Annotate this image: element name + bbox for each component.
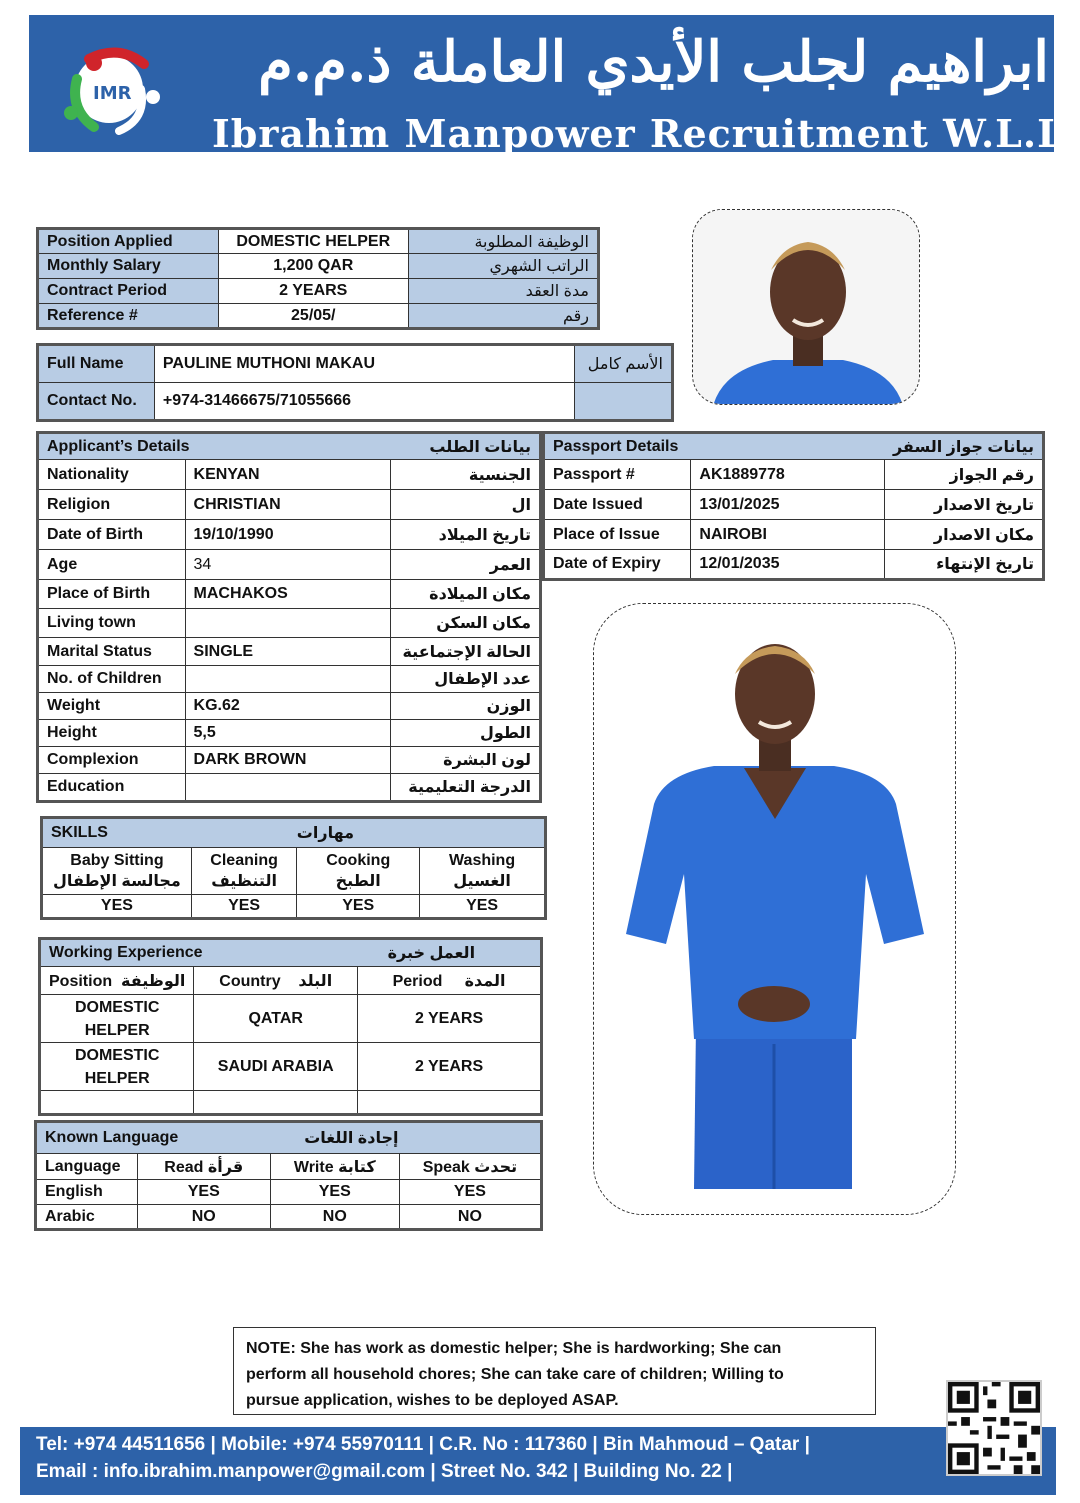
- note-line: NOTE: She has work as domestic helper; She is hardworking; She can: [246, 1340, 782, 1357]
- col-position-ar: الوظيفة: [121, 972, 186, 990]
- experience-heading-ar: العمل خبرة: [358, 939, 542, 967]
- experience-position: HELPER: [84, 1021, 150, 1039]
- detail-label-ar: مكان الميلادة: [391, 580, 541, 609]
- passport-label: Passport #: [544, 460, 691, 490]
- skill-name: Cooking: [326, 852, 391, 869]
- experience-period: 2 YEARS: [358, 1043, 542, 1091]
- full-name-label: Full Name: [38, 345, 155, 383]
- summary-table: [36, 227, 600, 330]
- passport-value: NAIROBI: [691, 520, 885, 550]
- skill-value: YES: [420, 895, 546, 919]
- detail-label: Date of Birth: [38, 520, 186, 550]
- experience-period: 2 YEARS: [358, 995, 542, 1043]
- working-experience-table: [38, 937, 543, 1116]
- skill-value: YES: [297, 895, 420, 919]
- company-logo: [49, 39, 169, 139]
- language-write: NO: [270, 1205, 399, 1230]
- language-name: English: [36, 1180, 138, 1205]
- summary-label-ar: مدة العقد: [408, 279, 598, 304]
- identity-table: [36, 343, 674, 422]
- passport-value: 13/01/2025: [691, 490, 885, 520]
- detail-label: Education: [38, 774, 186, 802]
- col-write: Write: [293, 1158, 334, 1176]
- company-name-english: Ibrahim Manpower Recruitment W.L.L: [212, 111, 1065, 156]
- experience-position: DOMESTIC: [74, 998, 160, 1016]
- passport-heading-ar: بيانات جواز السفر: [885, 433, 1044, 460]
- language-speak: NO: [399, 1205, 541, 1230]
- note-box: [233, 1327, 876, 1415]
- qr-code-icon: [946, 1380, 1042, 1476]
- detail-value: KG.62: [185, 693, 391, 720]
- detail-label-ar: ال: [391, 490, 541, 520]
- detail-label-ar: الوزن: [391, 693, 541, 720]
- passport-details-table: [542, 431, 1045, 581]
- col-speak-ar: تحدث: [474, 1158, 518, 1176]
- language-heading: Known Language: [36, 1122, 271, 1154]
- col-period: Period: [392, 972, 443, 990]
- passport-label-ar: مكان الاصدار: [885, 520, 1044, 550]
- detail-label: Complexion: [38, 747, 186, 774]
- skill-name-ar: الطبخ: [335, 873, 381, 890]
- company-name-arabic: ابراهيم لجلب الأيدي العاملة ذ.م.م: [258, 29, 1049, 95]
- col-read: Read: [164, 1158, 204, 1176]
- contact-label: Contact No.: [38, 383, 155, 421]
- detail-label: Age: [38, 550, 186, 580]
- known-language-table: [34, 1120, 543, 1231]
- summary-value: 2 YEARS: [219, 279, 409, 304]
- detail-value: KENYAN: [185, 460, 391, 490]
- skill-name-ar: الغسيل: [453, 873, 511, 890]
- experience-position: HELPER: [84, 1069, 150, 1087]
- header-banner: [29, 15, 1065, 156]
- footer-bar: [20, 1427, 1056, 1495]
- detail-value: 19/10/1990: [185, 520, 391, 550]
- detail-label-ar: الجنسية: [391, 460, 541, 490]
- summary-value: 25/05/: [219, 304, 409, 329]
- skill-name: Washing: [449, 852, 516, 869]
- note-line: pursue application, wishes to be deployed ASAP.: [246, 1392, 619, 1409]
- applicant-heading: Applicant’s Details: [38, 433, 391, 460]
- summary-label: Contract Period: [38, 279, 219, 304]
- passport-value: 12/01/2035: [691, 550, 885, 580]
- passport-label: Date of Expiry: [544, 550, 691, 580]
- summary-label: Reference #: [38, 304, 219, 329]
- detail-label-ar: الحالة الإجتماعية: [391, 638, 541, 666]
- passport-label: Place of Issue: [544, 520, 691, 550]
- applicant-details-table: [36, 431, 542, 803]
- skill-name-ar: مجالسة الإطفال: [53, 873, 181, 890]
- detail-label-ar: العمر: [391, 550, 541, 580]
- col-country: Country: [219, 972, 281, 990]
- footer-address-line: Email : info.ibrahim.manpower@gmail.com | Street No. 342 | Building No. 22 |: [36, 1461, 733, 1482]
- detail-label: Living town: [38, 609, 186, 638]
- skill-name: Baby Sitting: [70, 852, 164, 869]
- detail-label-ar: عدد الإطفال: [391, 666, 541, 693]
- passport-label-ar: تاريخ الإنتهاء: [885, 550, 1044, 580]
- contact-value: +974-31466675/71055666: [154, 383, 574, 421]
- skill-name-ar: التنظيف: [211, 873, 277, 890]
- passport-value: AK1889778: [691, 460, 885, 490]
- detail-value: [185, 666, 391, 693]
- col-speak: Speak: [422, 1158, 470, 1176]
- summary-value: DOMESTIC HELPER: [219, 229, 409, 254]
- language-name: Arabic: [36, 1205, 138, 1230]
- passport-heading: Passport Details: [544, 433, 885, 460]
- detail-label-ar: مكان السكن: [391, 609, 541, 638]
- col-country-ar: البلد: [298, 972, 333, 990]
- detail-label: Weight: [38, 693, 186, 720]
- experience-heading: Working Experience: [40, 939, 358, 967]
- footer-contact-line: Tel: +974 44511656 | Mobile: +974 55970111 | C.R. No : 117360 | Bin Mahmoud – Qatar |: [36, 1434, 810, 1455]
- language-read: NO: [137, 1205, 270, 1230]
- skills-heading-ar: مهارات: [297, 818, 546, 848]
- detail-label-ar: الدرجة التعليمية: [391, 774, 541, 802]
- skill-value: YES: [191, 895, 296, 919]
- summary-label-ar: رقم: [408, 304, 598, 329]
- detail-label-ar: لون البشرة: [391, 747, 541, 774]
- skills-heading: SKILLS: [42, 818, 297, 848]
- portrait-photo: [692, 209, 920, 405]
- summary-label-ar: الوظيفة المطلوبة: [408, 229, 598, 254]
- detail-value: 34: [185, 550, 391, 580]
- detail-value: MACHAKOS: [185, 580, 391, 609]
- detail-value: DARK BROWN: [185, 747, 391, 774]
- experience-empty-cell: [40, 1091, 194, 1115]
- experience-empty-cell: [194, 1091, 358, 1115]
- col-read-ar: قرأة: [207, 1158, 244, 1176]
- detail-value: [185, 774, 391, 802]
- detail-label: Religion: [38, 490, 186, 520]
- skill-name: Cleaning: [210, 852, 278, 869]
- col-language: Language: [36, 1154, 138, 1180]
- experience-country: SAUDI ARABIA: [194, 1043, 358, 1091]
- detail-label-ar: تاريخ الميلاد: [391, 520, 541, 550]
- full-name-label-ar: الأسم كامل: [575, 345, 673, 383]
- col-write-ar: كتابة: [338, 1158, 376, 1176]
- summary-label-ar: الراتب الشهري: [408, 254, 598, 279]
- experience-position: DOMESTIC: [74, 1046, 160, 1064]
- note-line: perform all household chores; She can take care of children; Willing to: [246, 1366, 784, 1383]
- summary-label: Position Applied: [38, 229, 219, 254]
- detail-label: No. of Children: [38, 666, 186, 693]
- detail-value: CHRISTIAN: [185, 490, 391, 520]
- detail-label: Nationality: [38, 460, 186, 490]
- col-period-ar: المدة: [464, 972, 506, 990]
- detail-value: 5,5: [185, 720, 391, 747]
- summary-value: 1,200 QAR: [219, 254, 409, 279]
- skill-value: YES: [42, 895, 192, 919]
- contact-label-ar-cell: [575, 383, 673, 421]
- detail-value: SINGLE: [185, 638, 391, 666]
- passport-label: Date Issued: [544, 490, 691, 520]
- detail-label: Place of Birth: [38, 580, 186, 609]
- detail-label: Height: [38, 720, 186, 747]
- language-speak: YES: [399, 1180, 541, 1205]
- full-body-photo: [593, 603, 956, 1215]
- experience-empty-cell: [358, 1091, 542, 1115]
- detail-value: [185, 609, 391, 638]
- skills-table: [40, 816, 547, 920]
- language-heading-ar: إجادة اللغات: [270, 1122, 541, 1154]
- col-position: Position: [49, 972, 113, 990]
- experience-country: QATAR: [194, 995, 358, 1043]
- language-read: YES: [137, 1180, 270, 1205]
- detail-label: Marital Status: [38, 638, 186, 666]
- summary-label: Monthly Salary: [38, 254, 219, 279]
- detail-label-ar: الطول: [391, 720, 541, 747]
- language-write: YES: [270, 1180, 399, 1205]
- passport-label-ar: تاريخ الاصدار: [885, 490, 1044, 520]
- logo-text: IMR: [93, 83, 132, 104]
- full-name-value: PAULINE MUTHONI MAKAU: [154, 345, 574, 383]
- applicant-heading-ar: بيانات الطلب: [391, 433, 541, 460]
- passport-label-ar: رقم الجواز: [885, 460, 1044, 490]
